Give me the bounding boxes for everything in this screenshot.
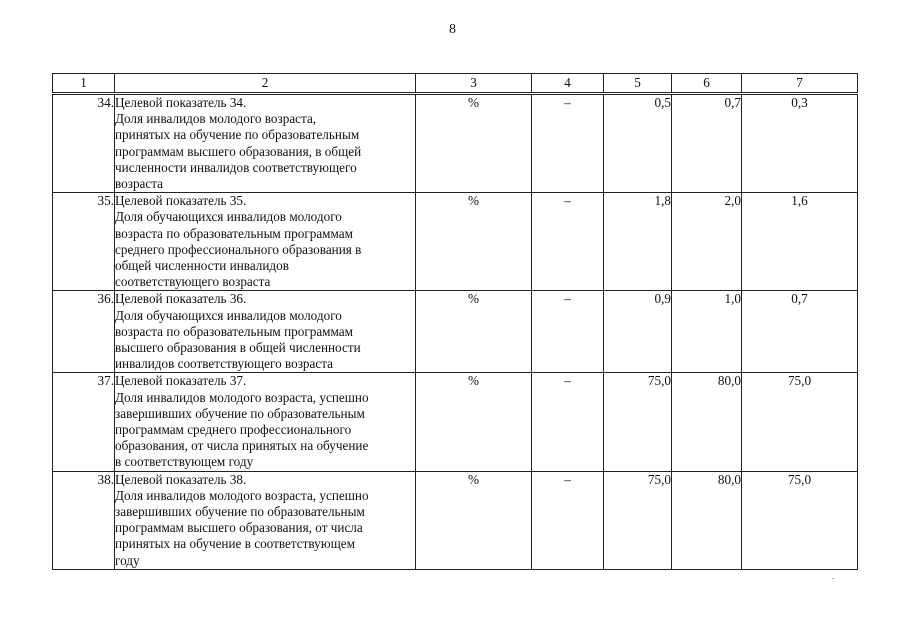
description-line: возраста <box>115 176 164 192</box>
unit-cell: % <box>416 373 532 471</box>
column-7-value: 0,7 <box>742 291 858 373</box>
description-line: общей численности инвалидов <box>115 258 289 274</box>
column-5-value: 75,0 <box>604 471 672 569</box>
column-4-cell: – <box>532 291 604 373</box>
description-line: завершивших обучение по образовательным <box>115 504 365 520</box>
description-line: возраста по образовательным программам <box>115 225 353 241</box>
description-line: Доля инвалидов молодого возраста, успешно <box>115 487 369 503</box>
column-4-cell: – <box>532 373 604 471</box>
unit-cell: % <box>416 471 532 569</box>
column-4-cell: – <box>532 471 604 569</box>
indicator-title: Целевой показатель 34. <box>115 95 247 110</box>
column-6-value: 0,7 <box>672 94 742 193</box>
column-header-6: 6 <box>672 74 742 94</box>
column-7-value: 75,0 <box>742 373 858 471</box>
column-4-cell: – <box>532 94 604 193</box>
table-row <box>53 291 858 373</box>
table-row <box>53 373 858 471</box>
indicators-table <box>52 73 858 570</box>
description-line: принятых на обучение в соответствующем <box>115 536 355 552</box>
row-number: 34. <box>53 94 115 193</box>
column-5-value: 1,8 <box>604 193 672 291</box>
scan-speck <box>832 578 834 579</box>
column-header-7: 7 <box>742 74 858 94</box>
column-7-value: 1,6 <box>742 193 858 291</box>
indicator-description <box>115 94 416 193</box>
description-line: в соответствующем году <box>115 454 254 470</box>
column-6-value: 80,0 <box>672 373 742 471</box>
description-line: Доля инвалидов молодого возраста, <box>115 111 317 127</box>
indicator-description <box>115 291 416 373</box>
description-line: программам высшего образования, от числа <box>115 520 363 536</box>
row-number: 36. <box>53 291 115 373</box>
table-row <box>53 193 858 291</box>
unit-cell: % <box>416 94 532 193</box>
column-header-4: 4 <box>532 74 604 94</box>
description-line: программам среднего профессионального <box>115 422 352 438</box>
description-line: завершивших обучение по образовательным <box>115 405 365 421</box>
table-row <box>53 94 858 193</box>
page-number: 8 <box>449 22 456 37</box>
column-6-value: 80,0 <box>672 471 742 569</box>
column-header-3: 3 <box>416 74 532 94</box>
description-line: образования, от числа принятых на обучение <box>115 438 369 454</box>
column-6-value: 1,0 <box>672 291 742 373</box>
header-row <box>53 74 858 94</box>
indicator-title: Целевой показатель 38. <box>115 471 247 487</box>
description-line: инвалидов соответствующего возраста <box>115 356 333 372</box>
column-5-value: 0,9 <box>604 291 672 373</box>
indicator-description <box>115 373 416 471</box>
description-line: принятых на обучение по образовательным <box>115 127 360 143</box>
description-line: численности инвалидов соответствующего <box>115 159 357 175</box>
column-header-1: 1 <box>53 74 115 94</box>
table-row <box>53 471 858 569</box>
description-line: программам высшего образования, в общей <box>115 143 362 159</box>
description-line: среднего профессионального образования в <box>115 241 362 257</box>
row-number: 38. <box>53 471 115 569</box>
column-6-value: 2,0 <box>672 193 742 291</box>
column-5-value: 75,0 <box>604 373 672 471</box>
indicator-title: Целевой показатель 37. <box>115 373 247 389</box>
row-number: 35. <box>53 193 115 291</box>
description-line: соответствующего возраста <box>115 274 271 290</box>
description-line: возраста по образовательным программам <box>115 323 353 339</box>
column-4-cell: – <box>532 193 604 291</box>
column-7-value: 0,3 <box>742 94 858 193</box>
indicator-title: Целевой показатель 36. <box>115 291 247 307</box>
column-header-5: 5 <box>604 74 672 94</box>
column-header-2: 2 <box>115 74 416 94</box>
unit-cell: % <box>416 291 532 373</box>
unit-cell: % <box>416 193 532 291</box>
description-line: Доля инвалидов молодого возраста, успешно <box>115 389 369 405</box>
description-line: высшего образования в общей численности <box>115 340 361 356</box>
indicator-title: Целевой показатель 35. <box>115 193 247 209</box>
indicator-description <box>115 193 416 291</box>
column-5-value: 0,5 <box>604 94 672 193</box>
row-number: 37. <box>53 373 115 471</box>
indicator-description <box>115 471 416 569</box>
column-7-value: 75,0 <box>742 471 858 569</box>
description-line: Доля обучающихся инвалидов молодого <box>115 307 342 323</box>
description-line: Доля обучающихся инвалидов молодого <box>115 209 342 225</box>
description-line: году <box>115 552 140 568</box>
